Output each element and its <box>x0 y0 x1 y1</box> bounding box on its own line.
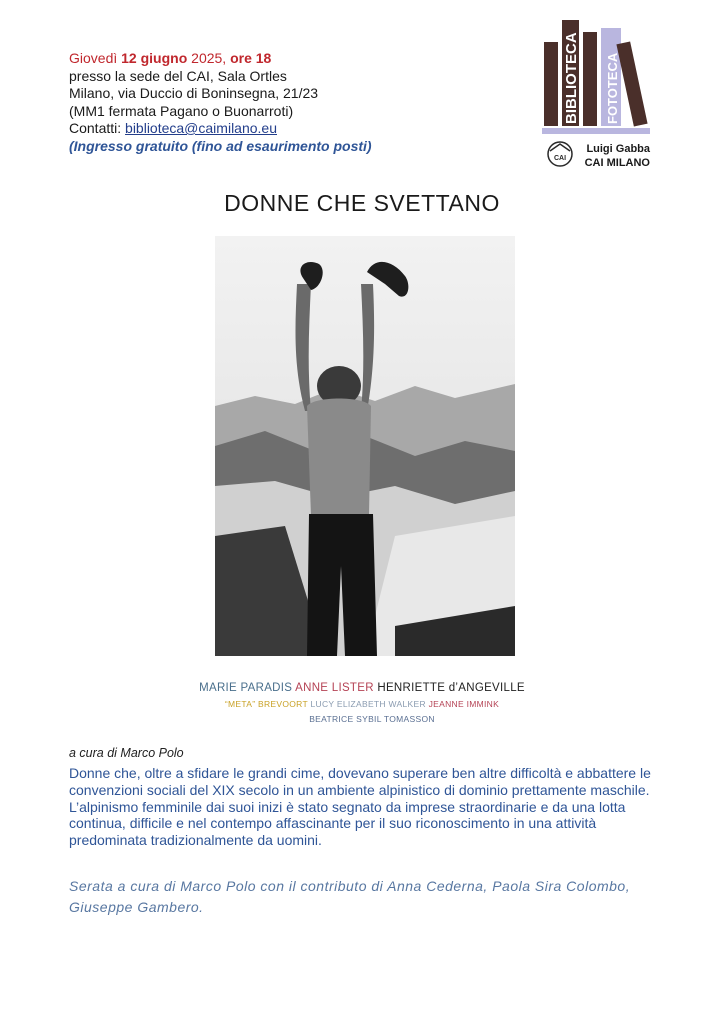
description-paragraph-2: L’alpinismo femminile dai suoi inizi è stato segnato da imprese straordinarie e da una lotta continua, difficile e nel contempo affascinante per il suo riconoscimento in una attività predominata tradizionalmente da uomini. <box>69 798 626 849</box>
names-row-2 <box>0 699 724 709</box>
entry-note: (Ingresso gratuito (fino ad esaurimento posti) <box>69 137 372 154</box>
event-time: ore 18 <box>230 50 272 66</box>
name-meta-brevoort: “META” BREVOORT <box>224 699 308 709</box>
cai-badge-text: CAI <box>553 155 567 162</box>
name-beatrice-tomasson: BEATRICE SYBIL TOMASSON <box>309 714 435 724</box>
logo-org: CAI MILANO <box>584 157 650 169</box>
books-graphic <box>538 14 658 174</box>
name-anne-lister: ANNE LISTER <box>295 682 374 694</box>
logo-shelf-bar <box>542 128 650 134</box>
curated-by: a cura di Marco Polo <box>69 746 184 760</box>
contacts-label: Contatti: <box>69 120 122 136</box>
book-5 <box>616 41 647 126</box>
name-jeanne-immink: JEANNE IMMINK <box>428 699 500 709</box>
event-title: DONNE CHE SVETTANO <box>224 190 500 216</box>
book-3 <box>583 32 597 126</box>
biblioteca-logo <box>538 14 658 174</box>
cai-badge-icon <box>548 142 572 166</box>
name-marie-paradis: MARIE PARADIS <box>199 682 293 694</box>
name-henriette-dangeville: HENRIETTE d’ANGEVILLE <box>377 682 525 694</box>
contacts-line <box>69 120 372 138</box>
venue: presso la sede del CAI, Sala Ortles <box>69 67 287 84</box>
name-lucy-walker: LUCY ELIZABETH WALKER <box>310 699 426 709</box>
logo-name: Luigi Gabba <box>586 143 650 155</box>
event-info <box>69 50 372 155</box>
photo-woman-on-mountain <box>215 236 515 656</box>
description-paragraph-1: Donne che, oltre a sfidare le grandi cime, dovevano superare ben altre difficoltà e abbattere le convenzioni sociali del XIX secolo in un ambiente alpinistico di dominio prettamente maschile. <box>69 765 651 798</box>
names-row-3 <box>20 714 724 724</box>
pioneer-names <box>0 682 724 724</box>
day-label: Giovedì <box>69 50 118 66</box>
names-row-1 <box>0 682 724 694</box>
email-link[interactable]: biblioteca@caimilano.eu <box>125 120 277 136</box>
logo-word-biblioteca: BIBLIOTECA <box>563 32 580 124</box>
event-year: 2025, <box>191 50 227 66</box>
address: Milano, via Duccio di Boninsegna, 21/23 <box>69 85 319 101</box>
date-line <box>69 50 372 68</box>
logo-word-fototeca: FOTOTECA <box>605 52 620 124</box>
event-credits: Serata a cura di Marco Polo con il contributo di Anna Cederna, Paola Sira Colombo, Giuseppe Gambero. <box>69 878 631 915</box>
event-date: 12 giugno <box>121 50 188 66</box>
event-description <box>69 765 669 849</box>
book-1 <box>544 42 558 126</box>
metro-info: (MM1 fermata Pagano o Buonarroti) <box>69 102 294 119</box>
